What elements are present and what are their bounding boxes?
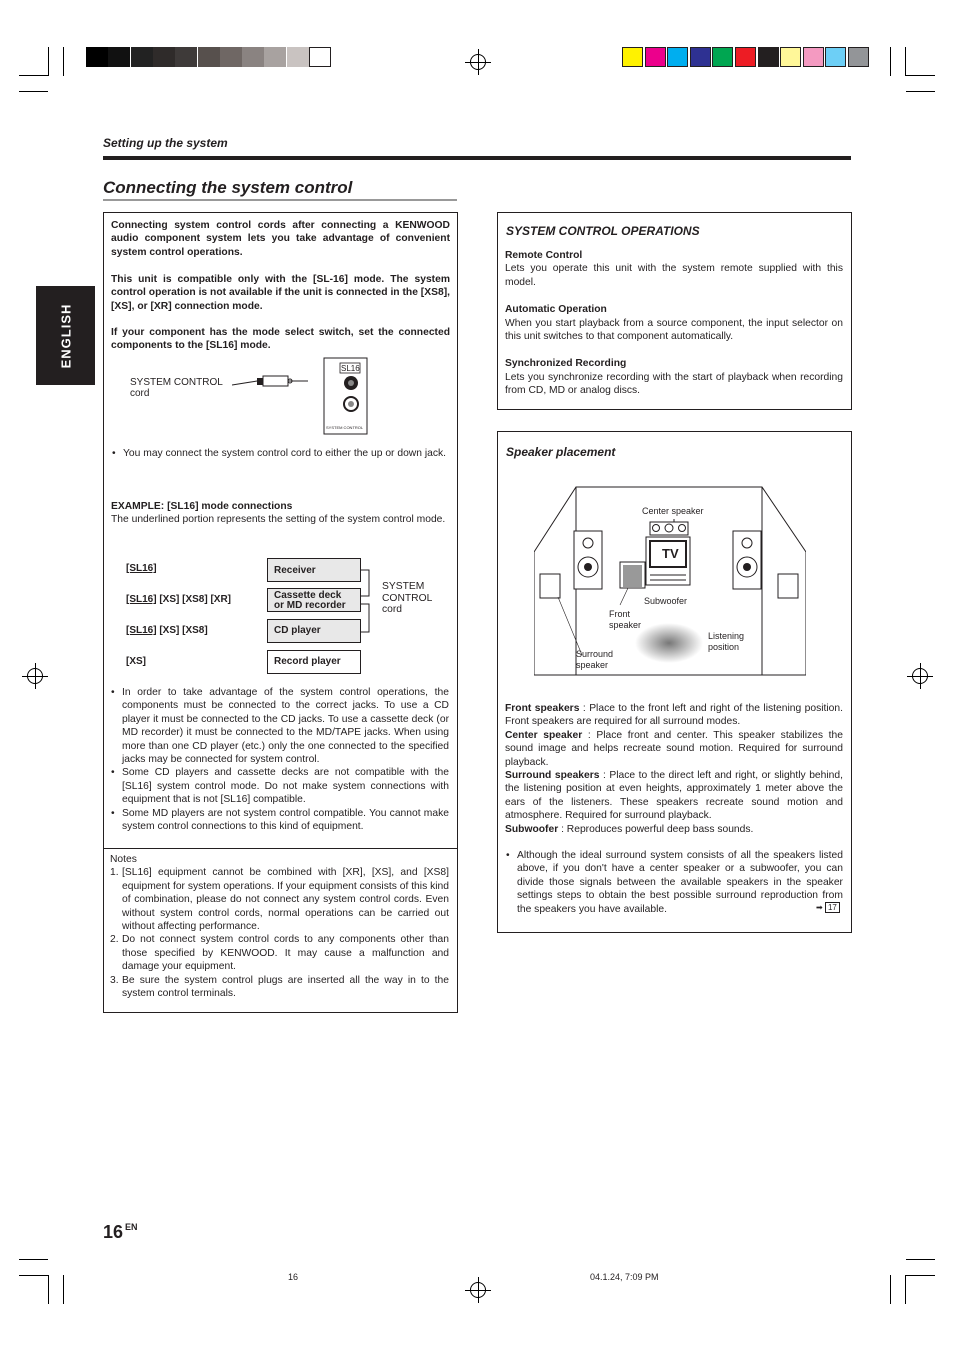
color-swatch — [825, 47, 846, 67]
compatibility-paragraph: This unit is compatible only with the [SL-16] mode. The system control operation is not available if the unit is connected in the [XS8], [XS], or [XR] connection mode. — [111, 274, 450, 312]
mode-switch-paragraph: If your component has the mode select switch, set the connected components to the [SL16] mode. — [111, 327, 450, 352]
list-item: • Some MD players are not system control compatible. You cannot make system control connections to this kind of equipment. — [110, 807, 449, 834]
crop-mark — [19, 1259, 48, 1260]
note-text: Be sure the system control plugs are inserted all the way in to the system control terminals. — [122, 974, 449, 1000]
speaker-text: : Place front and center. This speaker stabilizes the sound image and helps recreate sound motion. Required for surround playback. — [505, 729, 843, 768]
gray-swatch — [86, 47, 108, 67]
speaker-descriptions — [505, 702, 843, 916]
speaker-placement-box — [497, 431, 852, 933]
panel-caption: SYSTEM CONTROL — [326, 425, 364, 430]
page-reference — [816, 903, 840, 912]
center-speaker-label: Center speaker — [642, 506, 704, 516]
mode-label — [126, 625, 208, 636]
crop-mark — [19, 1275, 48, 1276]
system-cord-label — [382, 581, 432, 616]
surround-speaker-label — [576, 649, 613, 671]
list-item: • Some CD players and cassette decks are not compatible with the [SL16] system control mode. Do not make system connections with equipment that is not [SL16] compatible. — [110, 766, 449, 806]
ops-list — [505, 249, 843, 398]
crop-mark — [890, 1275, 891, 1304]
gray-swatch — [131, 47, 153, 67]
compatibility-bullets — [110, 686, 449, 833]
color-swatch — [803, 47, 824, 67]
cord-label-line2: cord — [130, 388, 150, 399]
front-speaker-label-line: speaker — [609, 620, 642, 630]
gray-swatch — [220, 47, 242, 67]
mode-rest: [XS] [XS8] [XR] — [156, 594, 232, 605]
note-text: Do not connect system control cords to any components other than those specified by KENWOOD. It may cause a malfunction and damage your equipment. — [122, 934, 449, 973]
subwoofer-label: Subwoofer — [644, 596, 688, 606]
listening-label-line: position — [708, 642, 740, 652]
speaker-term: Center speaker — [505, 729, 583, 741]
ops-text: Lets you operate this unit with the system remote supplied with this model. — [505, 263, 843, 288]
mode-label — [126, 656, 146, 667]
ops-text: When you start playback from a source component, the input selector on this unit switches to that component automatically. — [505, 317, 843, 343]
notes-divider — [103, 848, 458, 849]
crop-mark — [905, 1275, 906, 1304]
system-cord-bracket — [361, 568, 373, 636]
speaker-description — [505, 823, 843, 836]
language-tab-label: ENGLISH — [58, 303, 73, 368]
ops-text: Lets you synchronize recording with the start of playback when recording from CD, MD or analog discs. — [505, 371, 843, 397]
speaker-description — [505, 702, 843, 729]
notes-title: Notes — [110, 854, 137, 865]
gray-swatch — [153, 47, 175, 67]
connect-note: • You may connect the system control cord to either the up or down jack. — [111, 447, 462, 460]
footer-timestamp: 04.1.24, 7:09 PM — [590, 1272, 659, 1282]
registration-mark-icon — [27, 668, 43, 684]
gray-swatch — [309, 47, 331, 67]
gray-swatch — [175, 47, 197, 67]
front-speaker-label — [609, 609, 641, 631]
gray-swatch — [287, 47, 309, 67]
speaker-description — [505, 769, 843, 823]
crop-mark — [48, 1275, 49, 1304]
section-label: Setting up the system — [103, 136, 228, 150]
color-swatch — [735, 47, 756, 67]
notes-section — [110, 853, 449, 1000]
crop-mark — [906, 75, 935, 76]
speaker-term: Subwoofer — [505, 823, 559, 835]
cord-label-line1: SYSTEM CONTROL — [130, 377, 223, 388]
color-swatch — [758, 47, 779, 67]
crop-mark — [890, 47, 891, 76]
ops-heading: Synchronized Recording — [505, 358, 627, 370]
page-title: Connecting the system control — [103, 178, 353, 197]
speaker-text: : Place to the direct left and right, or slightly behind, the listening position at even heights, approximately 1 meter above the ears of the listeners. These speakers recreate sound motion and atmosphere. Required for surround playback. — [505, 770, 843, 822]
listening-label-line: Listening — [708, 631, 745, 641]
note-text: [SL16] equipment cannot be combined with [XR], [XS], and [XS8] equipment for system operations. If your equipment consists of this kind of combination, please do not connect any system control cords. Even without system control cords, normal operations can be carried out without affecting performance. — [122, 867, 449, 933]
registration-mark-icon — [470, 1282, 486, 1298]
title-underline — [103, 199, 457, 201]
language-tab — [36, 286, 95, 385]
arrow-right-icon: ➡ — [816, 903, 823, 912]
page-number-value: 16 — [103, 1222, 124, 1242]
speaker-placement-title: Speaker placement — [506, 445, 616, 459]
surround-label-line: Surround — [576, 649, 614, 659]
gray-swatch — [264, 47, 286, 67]
gray-swatch — [242, 47, 264, 67]
color-swatch — [848, 47, 869, 67]
component-record-player: Record player — [267, 650, 361, 674]
registration-mark-icon — [470, 54, 486, 70]
gray-swatch — [198, 47, 220, 67]
mode-rest: [XS] [XS8] — [156, 625, 208, 636]
mode-label — [126, 594, 231, 605]
mode-rest: [XS] — [126, 656, 146, 667]
system-cord-label-line: SYSTEM — [382, 581, 425, 592]
mode-underlined: [SL16] — [126, 625, 157, 636]
color-swatch — [645, 47, 666, 67]
cord-label — [130, 377, 223, 399]
color-swatch — [667, 47, 688, 67]
crop-mark — [906, 1275, 935, 1276]
crop-mark — [48, 47, 49, 76]
crop-mark — [906, 91, 935, 92]
list-item: • In order to take advantage of the system control operations, the components must be connected to the correct jacks. To use a CD player it must be connected to the CD jacks. To use a cassette deck (or MD recorder) it must be connected to the MD/TAPE jacks. When using more than one CD player (etc.) only the one connected to the specified jacks may be connected for system control. — [110, 686, 449, 766]
crop-mark — [63, 1275, 64, 1304]
tv-label: TV — [662, 546, 679, 561]
system-control-operations-box — [497, 212, 852, 410]
note-item: 2. Do not connect system control cords to any components other than those specified by KENWOOD. It may cause a malfunction and damage your equipment. — [110, 934, 449, 973]
system-cord-label-line: CONTROL — [382, 592, 433, 604]
speaker-text: : Reproduces powerful deep bass sounds. — [558, 823, 754, 835]
note-item: 3. Be sure the system control plugs are inserted all the way in to the system control terminals. — [110, 974, 449, 1000]
ops-heading: Automatic Operation — [505, 304, 607, 316]
page-reference-number[interactable]: 17 — [825, 902, 840, 913]
crop-mark — [19, 91, 48, 92]
surround-label-line: speaker — [576, 660, 609, 670]
mode-label — [126, 563, 157, 574]
front-speaker-label-line: Front — [609, 609, 631, 619]
registration-mark-icon — [912, 668, 928, 684]
speaker-term: Surround speakers — [505, 770, 600, 782]
panel-mode-label: SL16 — [341, 364, 360, 373]
crop-mark — [63, 47, 64, 76]
mode-underlined: [SL16] — [126, 594, 157, 605]
note-item: 1. [SL16] equipment cannot be combined with [XR], [XS], and [XS8] equipment for system operations. If your equipment consists of this kind of combination, please do not connect any system control cords. Even without system control cords, normal operations can be carried out without affecting performance. — [110, 867, 449, 933]
color-swatch — [690, 47, 711, 67]
footer-file-page: 16 — [288, 1272, 299, 1282]
component-cassette-md: Cassette deck or MD recorder — [267, 588, 361, 612]
page-number-suffix: EN — [125, 1222, 138, 1232]
crop-mark — [19, 75, 48, 76]
color-swatch — [712, 47, 733, 67]
gray-swatch — [108, 47, 130, 67]
speaker-description — [505, 729, 843, 769]
ops-title: SYSTEM CONTROL OPERATIONS — [506, 224, 700, 238]
header-rule — [103, 156, 851, 160]
listening-position-label — [708, 631, 744, 653]
intro-paragraph: Connecting system control cords after connecting a KENWOOD audio component system lets you take advantage of convenient system control operations. — [111, 220, 450, 258]
mode-underlined: [SL16] — [126, 563, 157, 574]
component-cd-player: CD player — [267, 619, 361, 643]
crop-mark — [906, 1259, 935, 1260]
speaker-term: Front speakers — [505, 703, 580, 714]
component-receiver: Receiver — [267, 558, 361, 582]
color-swatch — [622, 47, 643, 67]
page-number — [103, 1222, 138, 1243]
system-cord-label-line: cord — [382, 604, 403, 615]
speaker-text: : Place to the front left and right of the listening position. Front speakers are required for all surround modes. — [505, 703, 843, 728]
example-title: EXAMPLE: [SL16] mode connections — [111, 501, 293, 512]
ops-heading: Remote Control — [505, 250, 583, 261]
crop-mark — [905, 47, 906, 76]
color-swatch — [780, 47, 801, 67]
example-description: The underlined portion represents the setting of the system control mode. — [111, 514, 446, 525]
speaker-note: • Although the ideal surround system consists of all the speakers listed above, if you don't have a center speaker or a subwoofer, you can divide those signals between the available speakers in the speaker settings steps to obtain the best possible surround reproduction from the speakers you have available. — [505, 849, 843, 916]
